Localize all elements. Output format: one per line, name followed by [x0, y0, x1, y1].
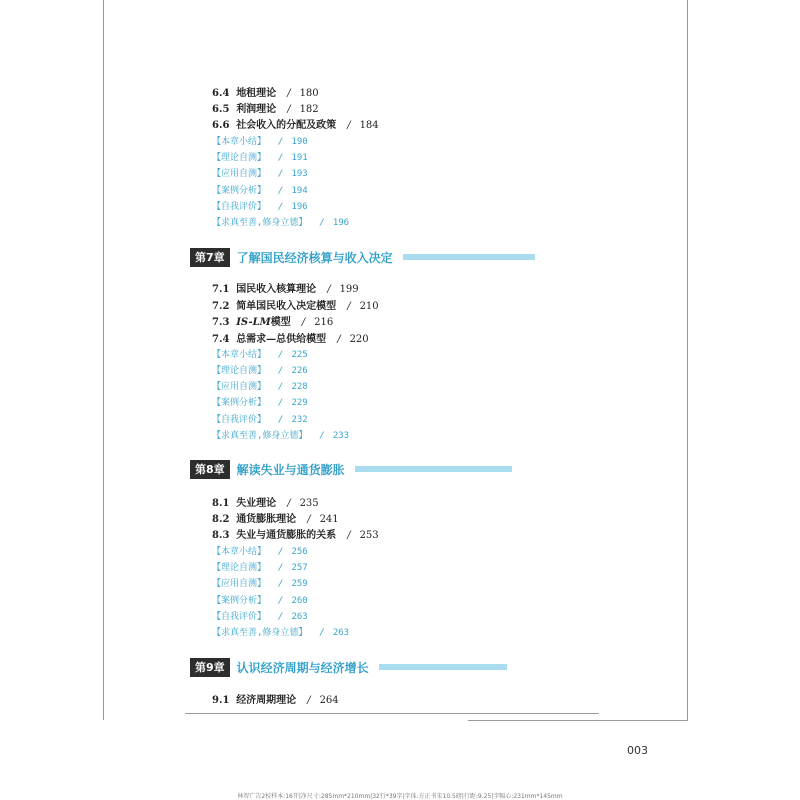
toc-entry-6-5[interactable] — [212, 103, 319, 116]
section-title: 总需求—总供给模型 — [236, 334, 327, 345]
chapter-title: 解读失业与通货膨胀 — [236, 462, 345, 477]
page-number: 003 — [627, 744, 648, 757]
bracket-title: 【求真至善,修身立德】 — [212, 431, 308, 441]
page-ref: 257 — [291, 563, 308, 573]
separator: / — [278, 382, 284, 392]
toc-entry-8-3[interactable] — [212, 529, 379, 542]
chapter-accent-bar — [355, 466, 512, 472]
section-number: 6.5 — [212, 104, 230, 115]
section-title: 地租理论 — [236, 88, 277, 99]
print-spec-footer: 林智广告2校样本:16开|净尺寸:285mm*210mm|32行*39字|字体:方正书宋10.5磅|行距:9.25|字幅心:231mm*145mm — [237, 793, 563, 800]
page-ref: 263 — [332, 628, 350, 638]
toc-bracket-entry[interactable] — [212, 578, 308, 591]
separator: / — [307, 514, 311, 525]
section-title: 通货膨胀理论 — [236, 514, 297, 525]
toc-bracket-entry[interactable] — [212, 430, 349, 443]
separator: / — [278, 169, 284, 179]
toc-bracket-entry[interactable] — [212, 349, 308, 362]
separator: / — [301, 317, 306, 328]
separator: / — [278, 563, 284, 573]
bracket-title: 【理论自测】 — [212, 153, 267, 163]
separator: / — [278, 350, 284, 360]
separator: / — [347, 301, 351, 312]
separator: / — [278, 153, 284, 163]
bracket-title: 【自我评价】 — [212, 612, 267, 622]
chapter-accent-bar — [379, 664, 507, 670]
page-ref: 256 — [291, 547, 308, 557]
section-number: 9.1 — [212, 695, 230, 706]
separator: / — [287, 104, 291, 115]
section-title: 国民收入核算理论 — [236, 284, 317, 295]
page-ref: 210 — [359, 301, 379, 312]
section-number: 8.1 — [212, 498, 230, 509]
toc-bracket-entry[interactable] — [212, 217, 349, 230]
page-ref: 226 — [291, 366, 308, 376]
bracket-title: 【应用自测】 — [212, 169, 267, 179]
bracket-title: 【案例分析】 — [212, 186, 267, 196]
separator: / — [319, 218, 325, 228]
toc-entry-7-1[interactable] — [212, 283, 359, 296]
section-title — [236, 317, 291, 328]
toc-entry-7-2[interactable] — [212, 300, 379, 313]
section-title: 社会收入的分配及政策 — [236, 120, 337, 131]
page-ref: 229 — [291, 398, 308, 408]
bracket-title: 【自我评价】 — [212, 415, 267, 425]
separator: / — [278, 612, 284, 622]
chapter-tag: 第9章 — [190, 658, 230, 677]
separator: / — [287, 88, 291, 99]
chapter-title: 了解国民经济核算与收入决定 — [236, 250, 393, 265]
chapter-title: 认识经济周期与经济增长 — [236, 660, 369, 675]
separator: / — [347, 120, 351, 131]
separator: / — [278, 137, 284, 147]
separator: / — [319, 628, 325, 638]
page-ref: 199 — [339, 284, 359, 295]
bracket-title: 【应用自测】 — [212, 579, 267, 589]
page-ref: 259 — [291, 579, 308, 589]
toc-bracket-entry[interactable] — [212, 627, 349, 640]
chapter-heading-8[interactable] — [190, 459, 512, 479]
section-number: 7.3 — [212, 317, 230, 328]
toc-entry-7-4[interactable] — [212, 333, 369, 346]
separator: / — [278, 415, 284, 425]
page-ref: 228 — [291, 382, 308, 392]
section-number: 6.6 — [212, 120, 230, 131]
page-ref: 260 — [291, 596, 308, 606]
toc-bracket-entry[interactable] — [212, 185, 308, 198]
bracket-title: 【理论自测】 — [212, 563, 267, 573]
page-ref: 263 — [291, 612, 308, 622]
page-ref: 253 — [359, 530, 379, 541]
page-ref: 216 — [314, 317, 334, 328]
chapter-heading-9[interactable] — [190, 657, 507, 677]
bracket-title: 【应用自测】 — [212, 382, 267, 392]
bottom-rule — [185, 713, 599, 714]
separator: / — [278, 547, 284, 557]
separator: / — [278, 398, 284, 408]
toc-bracket-entry[interactable] — [212, 201, 308, 214]
toc-bracket-entry[interactable] — [212, 381, 308, 394]
page-ref: 193 — [291, 169, 308, 179]
page-ref: 233 — [332, 431, 350, 441]
toc-bracket-entry[interactable] — [212, 562, 308, 575]
chapter-accent-bar — [403, 254, 535, 260]
toc-bracket-entry[interactable] — [212, 136, 308, 149]
separator: / — [278, 186, 284, 196]
page-ref: 180 — [299, 88, 319, 99]
page-ref: 241 — [319, 514, 339, 525]
toc-entry-9-1[interactable] — [212, 694, 339, 707]
bracket-title: 【理论自测】 — [212, 366, 267, 376]
bracket-title: 【求真至善,修身立德】 — [212, 218, 308, 228]
page-ref: 182 — [299, 104, 319, 115]
bracket-title: 【本章小结】 — [212, 350, 267, 360]
bracket-title: 【案例分析】 — [212, 398, 267, 408]
page-frame-right — [687, 0, 688, 720]
section-title: 利润理论 — [236, 104, 277, 115]
toc-entry-7-3[interactable] — [212, 316, 333, 329]
section-number: 6.4 — [212, 88, 230, 99]
separator: / — [278, 579, 284, 589]
page-ref: 194 — [291, 186, 308, 196]
bracket-title: 【本章小结】 — [212, 547, 267, 557]
toc-entry-6-6[interactable] — [212, 119, 379, 132]
page-ref: 232 — [291, 415, 308, 425]
separator: / — [278, 202, 284, 212]
bracket-title: 【求真至善,修身立德】 — [212, 628, 308, 638]
section-title: 失业理论 — [236, 498, 277, 509]
section-title-rest: 模型 — [270, 317, 291, 328]
chapter-tag: 第8章 — [190, 460, 230, 479]
page-ref: 235 — [299, 498, 319, 509]
page-ref: 220 — [349, 334, 369, 345]
section-title: 经济周期理论 — [236, 695, 297, 706]
separator: / — [287, 498, 291, 509]
separator: / — [347, 530, 351, 541]
bracket-title: 【自我评价】 — [212, 202, 267, 212]
toc-entry-6-4[interactable] — [212, 87, 319, 100]
toc-bracket-entry[interactable] — [212, 365, 308, 378]
section-title: 失业与通货膨胀的关系 — [236, 530, 337, 541]
bracket-title: 【本章小结】 — [212, 137, 267, 147]
section-number: 7.1 — [212, 284, 230, 295]
separator: / — [337, 334, 341, 345]
page-ref: 196 — [291, 202, 308, 212]
section-title-italic: IS-LM — [236, 317, 271, 328]
page-ref: 196 — [332, 218, 350, 228]
toc-bracket-entry[interactable] — [212, 611, 308, 624]
toc-bracket-entry[interactable] — [212, 414, 308, 427]
section-title: 简单国民收入决定模型 — [236, 301, 337, 312]
separator: / — [278, 596, 284, 606]
bracket-title: 【案例分析】 — [212, 596, 267, 606]
toc-bracket-entry[interactable] — [212, 546, 308, 559]
section-number: 8.3 — [212, 530, 230, 541]
separator: / — [319, 431, 325, 441]
page-ref: 184 — [359, 120, 379, 131]
toc-bracket-entry[interactable] — [212, 168, 308, 181]
page-ref: 264 — [319, 695, 339, 706]
bottom-frame-line — [468, 720, 688, 721]
chapter-tag: 第7章 — [190, 248, 230, 267]
toc-bracket-entry[interactable] — [212, 152, 308, 165]
separator: / — [327, 284, 331, 295]
separator: / — [307, 695, 311, 706]
chapter-heading-7[interactable] — [190, 247, 535, 267]
section-number: 7.2 — [212, 301, 230, 312]
section-number: 7.4 — [212, 334, 230, 345]
page-ref: 225 — [291, 350, 308, 360]
page-ref: 191 — [291, 153, 308, 163]
toc-entry-8-2[interactable] — [212, 513, 339, 526]
toc-bracket-entry[interactable] — [212, 595, 308, 608]
toc-entry-8-1[interactable] — [212, 497, 319, 510]
toc-bracket-entry[interactable] — [212, 397, 308, 410]
page-frame-left — [103, 0, 104, 720]
page-ref: 190 — [291, 137, 308, 147]
separator: / — [278, 366, 284, 376]
section-number: 8.2 — [212, 514, 230, 525]
